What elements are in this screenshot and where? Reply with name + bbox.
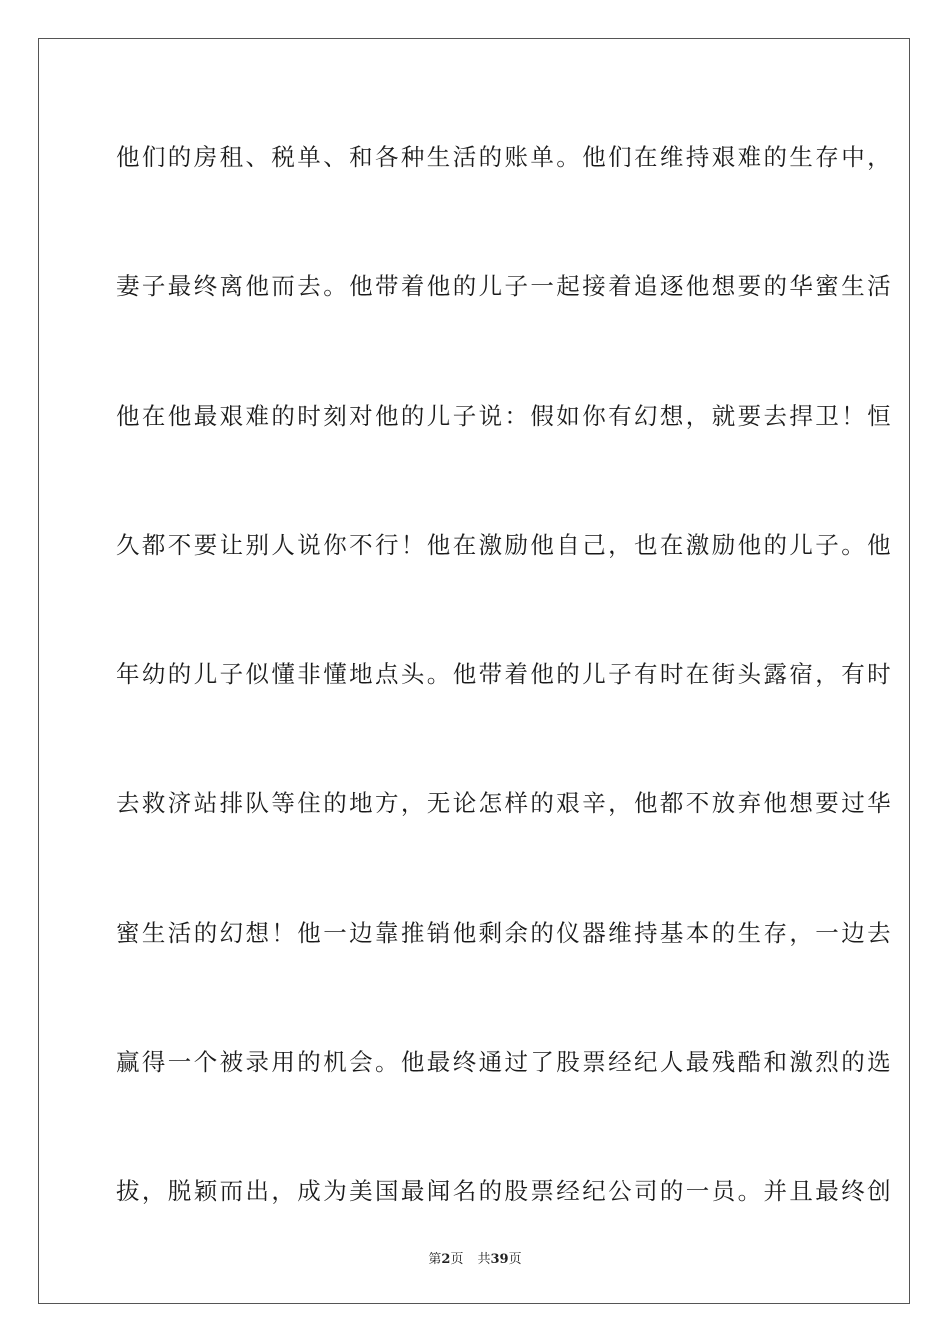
text-line-5: 年幼的儿子似懂非懂地点头。他带着他的儿子有时在街头露宿，有时 xyxy=(116,660,893,689)
text-line-3: 他在他最艰难的时刻对他的儿子说：假如你有幻想，就要去捍卫！恒 xyxy=(116,401,893,430)
text-line-6: 去救济站排队等住的地方，无论怎样的艰辛，他都不放弃他想要过华 xyxy=(116,789,893,818)
page-number: 2 xyxy=(441,1252,451,1267)
total-pages: 39 xyxy=(490,1252,509,1267)
document-body xyxy=(116,132,893,1296)
text-line-7: 蜜生活的幻想！他一边靠推销他剩余的仪器维持基本的生存，一边去 xyxy=(116,918,893,947)
text-line-1: 他们的房租、税单、和各种生活的账单。他们在维持艰难的生存中， xyxy=(116,143,893,171)
text-line-4: 久都不要让别人说你不行！他在激励他自己，也在激励他的儿子。他 xyxy=(116,530,893,559)
page-footer xyxy=(0,1248,950,1267)
text-line-2: 妻子最终离他而去。他带着他的儿子一起接着追逐他想要的华蜜生活 xyxy=(116,272,893,301)
text-line-8: 赢得一个被录用的机会。他最终通过了股票经纪人最残酷和激烈的选 xyxy=(116,1048,893,1077)
page-prefix: 第 xyxy=(428,1252,442,1267)
total-suffix: 页 xyxy=(508,1252,522,1267)
text-line-9: 拔，脱颖而出，成为美国最闻名的股票经纪公司的一员。并且最终创 xyxy=(116,1177,893,1206)
page-suffix: 页 xyxy=(450,1252,464,1267)
total-prefix: 共 xyxy=(477,1252,491,1267)
